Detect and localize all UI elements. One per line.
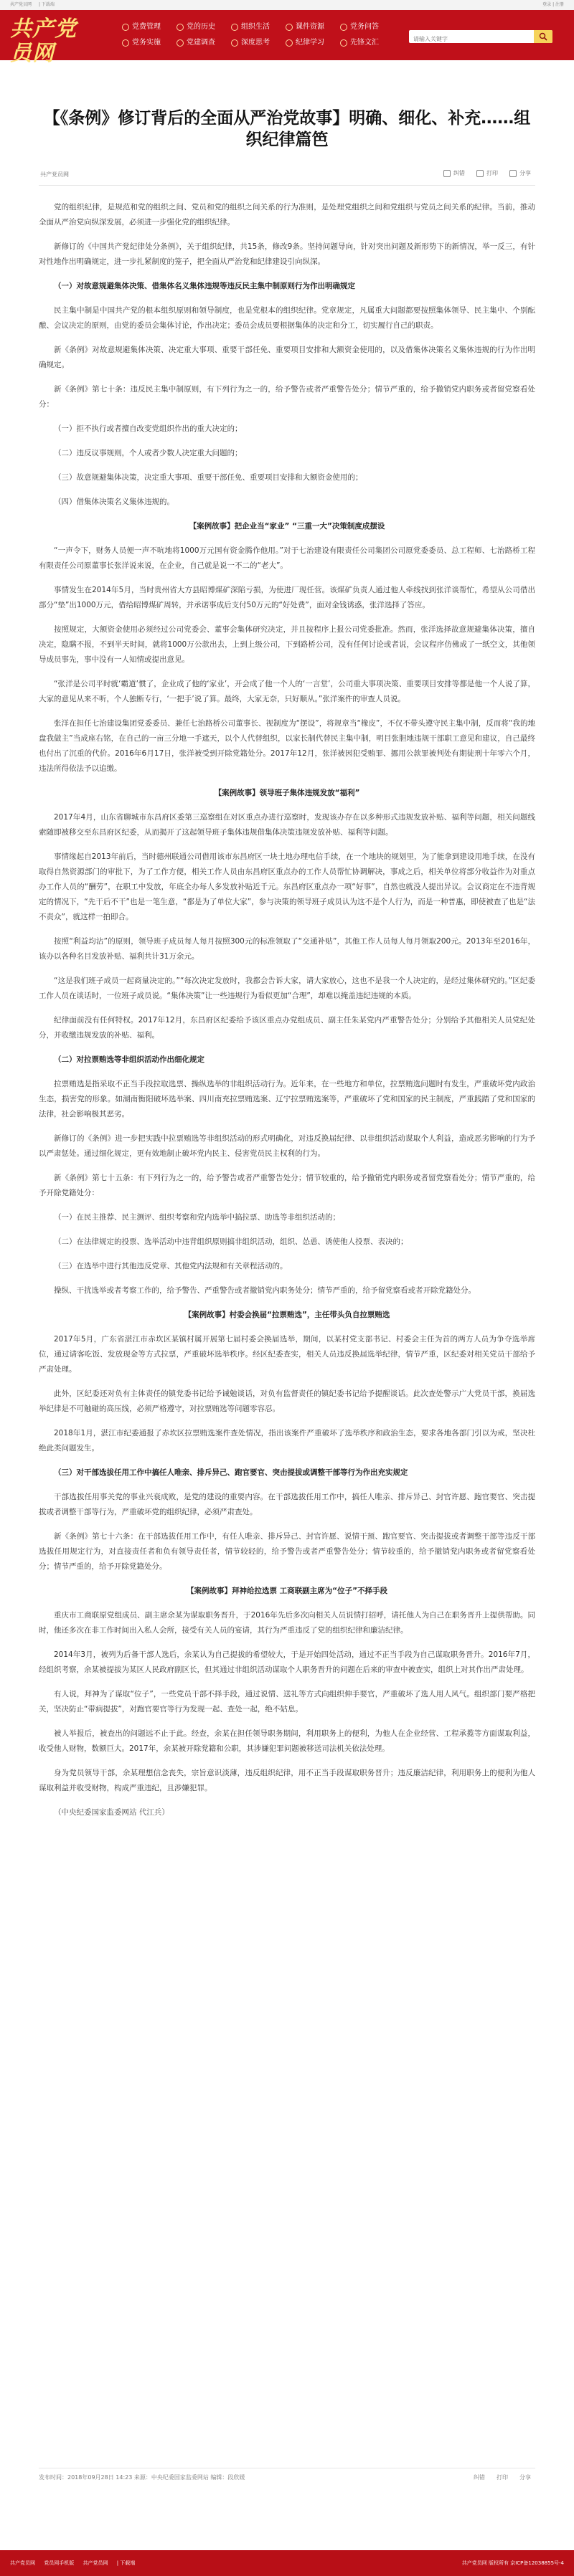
search-button[interactable] xyxy=(534,30,552,43)
site-logo[interactable] xyxy=(10,16,89,75)
article-source: 共产党员网 xyxy=(40,171,69,178)
paragraph: （中央纪委国家监委网站 代江兵） xyxy=(54,1808,169,1817)
nav-item-1[interactable] xyxy=(122,22,177,33)
nav-item-4[interactable] xyxy=(286,22,340,33)
nav-label: 党的历史 xyxy=(187,23,215,31)
paragraph: （二）在法律规定的投票、选举活动中违背组织原则搞非组织活动，组织、怂恿、诱使他人投票、表决的； xyxy=(54,1237,408,1246)
paragraph: 按照规定，大额资金使用必须经过公司党委会、董事会集体研究决定，并且按程序上报公司党委批准。然而，张洋选择故意规避集体决策，擅自决定，隐瞒不报，不到半天时间，就将1000万公款出去，上到上级公司，下到路桥公司，没有任何讨论或者说，会议程序仿佛成了一纸空文，其他领导成员事先，事中没有一人知情或提出意见。 xyxy=(39,625,535,664)
search-input[interactable] xyxy=(409,33,532,46)
nav-label: 党建调查 xyxy=(187,39,215,47)
nav-label: 党务问答 xyxy=(350,23,379,31)
paragraph: （三）在选举中进行其他违反党章、其他党内法规和有关章程活动的。 xyxy=(54,1262,288,1270)
paragraph: 民主集中制是中国共产党的根本组织原则和领导制度，也是党根本的组织纪律。党章规定，凡属重大问题都要按照集体领导、民主集中、个别酝酿、会议决定的原则，由党的委员会集体讨论，作出决定；委员会成员要根据集体的决定和分工，切实履行自己的职责。 xyxy=(39,306,535,330)
bottom-bar xyxy=(0,2550,574,2576)
nav-item-9[interactable] xyxy=(286,37,340,49)
article-tools xyxy=(443,169,531,177)
nav-bullet-icon xyxy=(340,39,347,47)
paragraph: 2017年5月，广东省湛江市赤坎区某镇村属开展第七届村委会换届选举，期间，以某村党支部书记、村委会主任为首的两方人员为争夺选举席位，通过请客吃饭、发放现金等方式拉票，严重破坏选举秩序。经区纪委查实，相关人员违反换届选举纪律，情节严重，区纪委对相关党员干部给予严肃处理。 xyxy=(39,1335,535,1374)
logo-title: 共产党员网 xyxy=(10,16,77,66)
case-heading: 【案例故事】拜神给拉选票 工商联副主席为“位子”不择手段 xyxy=(187,1587,387,1595)
nav-bullet-icon xyxy=(177,24,184,31)
section-heading: （二）对拉票贿选等非组织活动作出细化规定 xyxy=(54,1055,204,1064)
section-heading: （三）对干部选拔任用工作中搞任人唯亲、排斥异己、跑官要官、突击提拔或调整干部等行为作出充实规定 xyxy=(54,1468,408,1477)
copyright: 共产党员网 版权所有 京ICP备12038855号-4 xyxy=(461,2560,564,2566)
nav-label: 党费管理 xyxy=(132,23,161,31)
top-link-site[interactable]: 共产党员网 xyxy=(10,2,32,7)
article-title: 【《条例》修订背后的全面从严治党故事】明确、细化、补充……组织纪律篇笆 xyxy=(43,109,531,149)
logo-url: www.12371.cn xyxy=(10,67,67,75)
paragraph: （二）违反议事规则，个人或者少数人决定重大问题的； xyxy=(54,449,243,457)
paragraph: 新修订的《条例》进一步把实践中拉票贿选等非组织活动的形式明确化，对违反换届纪律、以非组织活动谋取个人利益，造成恶劣影响的行为予以严肃惩处。通过细化规定，更有效地制止破坏党内民主、侵害党员民主权利的行为。 xyxy=(39,1134,535,1158)
paragraph: 拉票贿选是指采取不正当手段拉取选票、操纵选举的非组织活动行为。近年来，在一些地方和单位，拉票贿选问题时有发生，严重破坏党内政治生态，损害党的形象。如湖南衡阳破坏选举案、四川南充拉票贿选案、辽宁拉票贿选案等，严重破坏了党和国家的民主制度，严重践踏了党和国家的法律，社会影响极其恶劣。 xyxy=(39,1080,535,1118)
paragraph: （一）拒不执行或者擅自改变党组织作出的重大决定的； xyxy=(54,424,243,433)
nav-bullet-icon xyxy=(340,24,347,31)
paragraph: 2014年3月，被列为后备干部人选后，余某认为自己提拔的希望较大，于是开始四处活动，通过不正当手段为自己谋取职务晋升。2016年7月，经组织考察，余某被提拔为某区人民政府副区长，但其通过非组织活动谋取个人职务晋升的问题在后来的审查中被查实，组织上对其作出严肃处理。 xyxy=(39,1650,535,1674)
edit-icon xyxy=(443,170,451,177)
nav-item-3[interactable] xyxy=(231,22,286,33)
bottom-link-1[interactable]: 共产党员网 xyxy=(10,2560,35,2566)
paragraph: 事情缘起自2013年前后，当时德州联通公司借用该市东昌府区一块土地办理电信手续，在一个地块的规划里，为了能拿到建设用地手续，在没有取得自然资源部门的审批下，为了工作方便，相关工作人员由东昌府区重点办的工作人员帮忙协调解决，事成之后，相关单位将部分收益作为对重点办工作人员的“酬劳”，在职工中发放，年底全办每人多发放补贴近千元。东昌府区重点办一项“好事”，自然也就没人提出异议。会议商定在不违背规定的情况下，“先干后不干”也是一笔生意，“都是为了单位大家”，参与决策的领导班子成员认为这不是个人行为，而是一种普惠，即使被查了也是“法不责众”，就这样一拍即合。 xyxy=(39,852,535,921)
nav-item-2[interactable] xyxy=(177,22,231,33)
paragraph: 新《条例》第七十条：违反民主集中制原则，有下列行为之一的，给予警告或者严重警告处分；情节严重的，给予撤销党内职务或者留党察看处分： xyxy=(39,385,535,409)
nav-label: 组织生活 xyxy=(241,23,270,31)
case-heading: 【案例故事】领导班子集体违规发放“福利” xyxy=(214,789,360,797)
bottom-link-2[interactable]: 党员网手机版 xyxy=(44,2560,75,2566)
print-icon xyxy=(476,170,484,177)
nav-bullet-icon xyxy=(286,39,293,47)
search-box xyxy=(409,30,552,43)
article-body xyxy=(39,200,535,1820)
paragraph: 有人说，拜神为了谋取“位子”，一些党员干部不择手段，通过说情、送礼等方式向组织伸手要官，严重破坏了选人用人风气。组织部门要严格把关，坚决防止“带病提拔”，对跑官要官等行为发现一起、查处一起，绝不姑息。 xyxy=(39,1690,535,1714)
correct-button[interactable] xyxy=(443,169,465,177)
nav-bullet-icon xyxy=(122,39,129,47)
nav-item-7[interactable] xyxy=(177,37,231,49)
top-link-download[interactable]: | 下载端 xyxy=(38,2,55,7)
paragraph: 操纵、干扰选举或者考察工作的，给予警告、严重警告或者撤销党内职务处分；情节严重的，给予留党察看或者开除党籍处分。 xyxy=(54,1286,476,1295)
share-button[interactable] xyxy=(509,169,531,177)
nav-bullet-icon xyxy=(286,24,293,31)
nav-label: 先锋文汇 xyxy=(350,39,379,47)
paragraph: 按照“利益均沾”的原则，领导班子成员每人每月按照300元的标准领取了“交通补贴”，其他工作人员每人每月领取200元。2013年至2016年，该办以各种名目发放补贴、福利共计31万余元。 xyxy=(39,937,535,961)
print-button[interactable] xyxy=(476,169,498,177)
paragraph: 纪律面前没有任何特权。2017年12月，东昌府区纪委给予该区重点办党组成员、副主任朱某党内严重警告处分；分别给予其他相关人员党纪处分，并收缴违规发放的补贴、福利。 xyxy=(39,1016,535,1040)
paragraph: 2017年4月，山东省聊城市东昌府区委第三巡察组在对区重点办进行巡察时，发现该办存在以多种形式违规发放补贴、福利等问题，相关问题线索随即被移交至东昌府区纪委，从而揭开了这起领导班子集体违规借集体决策违规发放补贴、福利等问题。 xyxy=(39,813,535,837)
top-bar xyxy=(0,0,574,11)
nav-item-8[interactable] xyxy=(231,37,286,49)
footer-tools xyxy=(474,2468,531,2487)
paragraph: 被人举报后，被查出的问题远不止于此。经查，余某在担任领导职务期间，利用职务上的便利，为他人在企业经营、工程承揽等方面谋取利益，收受他人财物，数额巨大。2017年，余某被开除党籍和公职，其涉嫌犯罪问题被移送司法机关依法处理。 xyxy=(39,1729,535,1753)
nav-item-6[interactable] xyxy=(122,37,177,49)
bottom-links xyxy=(10,2550,142,2576)
paragraph: 新《条例》第七十六条：在干部选拔任用工作中，有任人唯亲、排斥异己、封官许愿、说情干预、跑官要官、突击提拔或者调整干部等违反干部选拔任用规定行为，对直接责任者和负有领导责任者，情节较轻的，给予警告或者严重警告处分；情节较重的，给予撤销党内职务或者留党察看处分；情节严重的，给予开除党籍处分。 xyxy=(39,1532,535,1571)
top-bar-links xyxy=(10,0,60,10)
paragraph: （三）故意规避集体决策，决定重大事项、重要干部任免、重要项目安排和大额资金使用的； xyxy=(54,473,363,482)
search-icon xyxy=(539,32,547,41)
nav-bullet-icon xyxy=(231,39,238,47)
article-meta xyxy=(39,169,535,186)
case-heading: 【案例故事】村委会换届“拉票贿选”，主任带头负自拉票贿选 xyxy=(184,1311,390,1319)
publish-info: 发布时间：2018年09月28日 14:23 来源：中央纪委国家监委网站 编辑：段欣媛 xyxy=(39,2474,245,2481)
main-nav xyxy=(122,22,395,49)
nav-item-10[interactable] xyxy=(340,37,395,49)
paragraph: 事情发生在2014年5月，当时贵州省大方县昭博煤矿深陷亏损，为使进厂现任营。该煤矿负责人通过他人牵线找到张洋谈帮忙，希望从公司借出部分“垫”出1000万元，借给昭博煤矿周转，并承诺事成后支付50万元的“好处费”，面对金钱诱惑，张洋选择了答应。 xyxy=(39,586,535,609)
paragraph: 党的组织纪律，是规范和党的组织之间、党员和党的组织之间关系的行为准则，是处理党组织之间和党组织与党员之间关系的纪律。当前，推动全面从严治党向纵深发展，必须进一步强化党的组织纪律。 xyxy=(39,203,535,227)
top-login-links[interactable]: 登录 | 注册 xyxy=(542,2,564,7)
nav-label: 深度思考 xyxy=(241,39,270,47)
nav-bullet-icon xyxy=(231,24,238,31)
paragraph: “一声令下，财务人员便一声不吭地将1000万元国有资金腾作他用。”对于七治建设有限责任公司集团公司原党委委员、总工程师、七治路桥工程有限责任公司原董事长张洋说来说，在企业，自己就是说一不二的“老大”。 xyxy=(39,546,535,570)
paragraph: “这是我们班子成员一起商量决定的。”“每次决定发放时，我都会告诉大家，请大家放心，这也不是我一个人决定的，是经过集体研究的。”区纪委工作人员在谈话时，一位班子成员说。“集体决策”让一些违规行为看似更加“合理”，却难以掩盖违纪违规的本质。 xyxy=(39,976,535,1000)
paragraph: 身为党员领导干部，余某理想信念丧失，宗旨意识淡薄，违反组织纪律，用不正当手段谋取职务晋升；违反廉洁纪律，利用职务上的便利为他人谋取利益并收受财物，构成严重违纪，且涉嫌犯罪。 xyxy=(39,1769,535,1792)
article xyxy=(39,108,535,1830)
tool-label: 分享 xyxy=(519,170,531,176)
article-footer xyxy=(39,2468,535,2487)
case-heading: 【案例故事】把企业当“家业” “三重一大”决策制度成摆设 xyxy=(189,522,385,531)
paragraph: 新《条例》对故意规避集体决策、决定重大事项、重要干部任免、重要项目安排和大额资金使用的，以及借集体决策名义集体违规的行为作出明确规定。 xyxy=(39,346,535,369)
footer-correct-button[interactable]: 纠错 xyxy=(474,2474,485,2481)
footer-print-button[interactable]: 打印 xyxy=(497,2474,508,2481)
nav-bullet-icon xyxy=(122,24,129,31)
paragraph: 新修订的《中国共产党纪律处分条例》，关于组织纪律，共15条，修改9条。坚持问题导向，针对突出问题及新形势下的新情况，举一反三，有针对性地作出明确规定，进一步扎紧制度的笼子，把全面从严治党和纪律建设引向纵深。 xyxy=(39,242,535,266)
bottom-link-4[interactable]: | 下载端 xyxy=(116,2560,136,2566)
paragraph: 2018年1月，湛江市纪委通报了赤坎区拉票贿选案件查处情况，指出该案件严重破坏了选举秩序和政治生态，要求各地各部门引以为戒，坚决杜绝此类问题发生。 xyxy=(39,1429,535,1453)
paragraph: “张洋是公司平时就‘霸道’惯了，企业成了他的‘家业’，开会成了他一个人的‘一言堂’，公司重大事项决策、重要项目安排等都是他一个人说了算，大家的意见从来不听，个人独断专行，‘一把手’说了算。最终，大家无奈，只好顺从。”张洋案件的审查人员说。 xyxy=(39,680,535,703)
nav-label: 党务实施 xyxy=(132,39,161,47)
nav-label: 纪律学习 xyxy=(296,39,324,47)
paragraph: （四）借集体决策名义集体违规的。 xyxy=(54,498,174,506)
bottom-link-3[interactable]: 共产党员网 xyxy=(83,2560,108,2566)
nav-label: 课件资源 xyxy=(296,23,324,31)
share-icon xyxy=(509,170,517,177)
section-heading: （一）对故意规避集体决策、借集体名义集体违规等违反民主集中制原则行为作出明确规定 xyxy=(54,282,355,290)
footer-share-button[interactable]: 分享 xyxy=(519,2474,531,2481)
tool-label: 打印 xyxy=(486,170,498,176)
nav-item-5[interactable] xyxy=(340,22,395,33)
paragraph: 新《条例》第七十五条：有下列行为之一的，给予警告或者严重警告处分；情节较重的，给予撤销党内职务或者留党察看处分；情节严重的，给予开除党籍处分： xyxy=(39,1174,535,1197)
paragraph: 张洋在担任七治建设集团党委委员、兼任七治路桥公司董事长、视制度为“摆设”，将规章当“橡皮”，不仅不带头遵守民主集中制，反而将“我的地盘我做主”当成座右铭，在自己的一亩三分地一手遮天，以个人代替组织，以家长制代替民主集中制，明目张胆地违规干部职工意见和建议，自己最终也付出了沉重的代价。2016年6月17日，张洋被受到开除党籍处分。2017年12月，张洋被因犯受贿罪、挪用公款罪被判处有期徒刑十年零六个月，违法所得依法予以追缴。 xyxy=(39,719,535,773)
paragraph: 干部选拔任用事关党的事业兴衰成败，是党的建设的重要内容。在干部选拔任用工作中，搞任人唯亲、排斥异己、封官许愿、跑官要官、突击提拔或者调整干部等行为，严重破坏党的组织纪律，必须严肃查处。 xyxy=(39,1493,535,1516)
nav-bullet-icon xyxy=(177,39,184,47)
site-header xyxy=(0,10,574,75)
paragraph: 重庆市工商联原党组成员、副主席余某为谋取职务晋升，于2016年先后多次向相关人员说情打招呼，请托他人为自己在职务晋升上提供帮助。同时，他还多次在非工作时间出入私人会所，接受有关人员的宴请，其行为严重违反了党的组织纪律和廉洁纪律。 xyxy=(39,1611,535,1635)
paragraph: 此外，区纪委还对负有主体责任的镇党委书记给予诫勉谈话，对负有监督责任的镇纪委书记给予提醒谈话。此次查处警示广大党员干部，换届选举纪律是不可触碰的高压线，必须严格遵守，对拉票贿选等问题零容忍。 xyxy=(39,1389,535,1413)
paragraph: （一）在民主推荐、民主测评、组织考察和党内选举中搞拉票、助选等非组织活动的； xyxy=(54,1213,340,1222)
tool-label: 纠错 xyxy=(453,170,465,176)
